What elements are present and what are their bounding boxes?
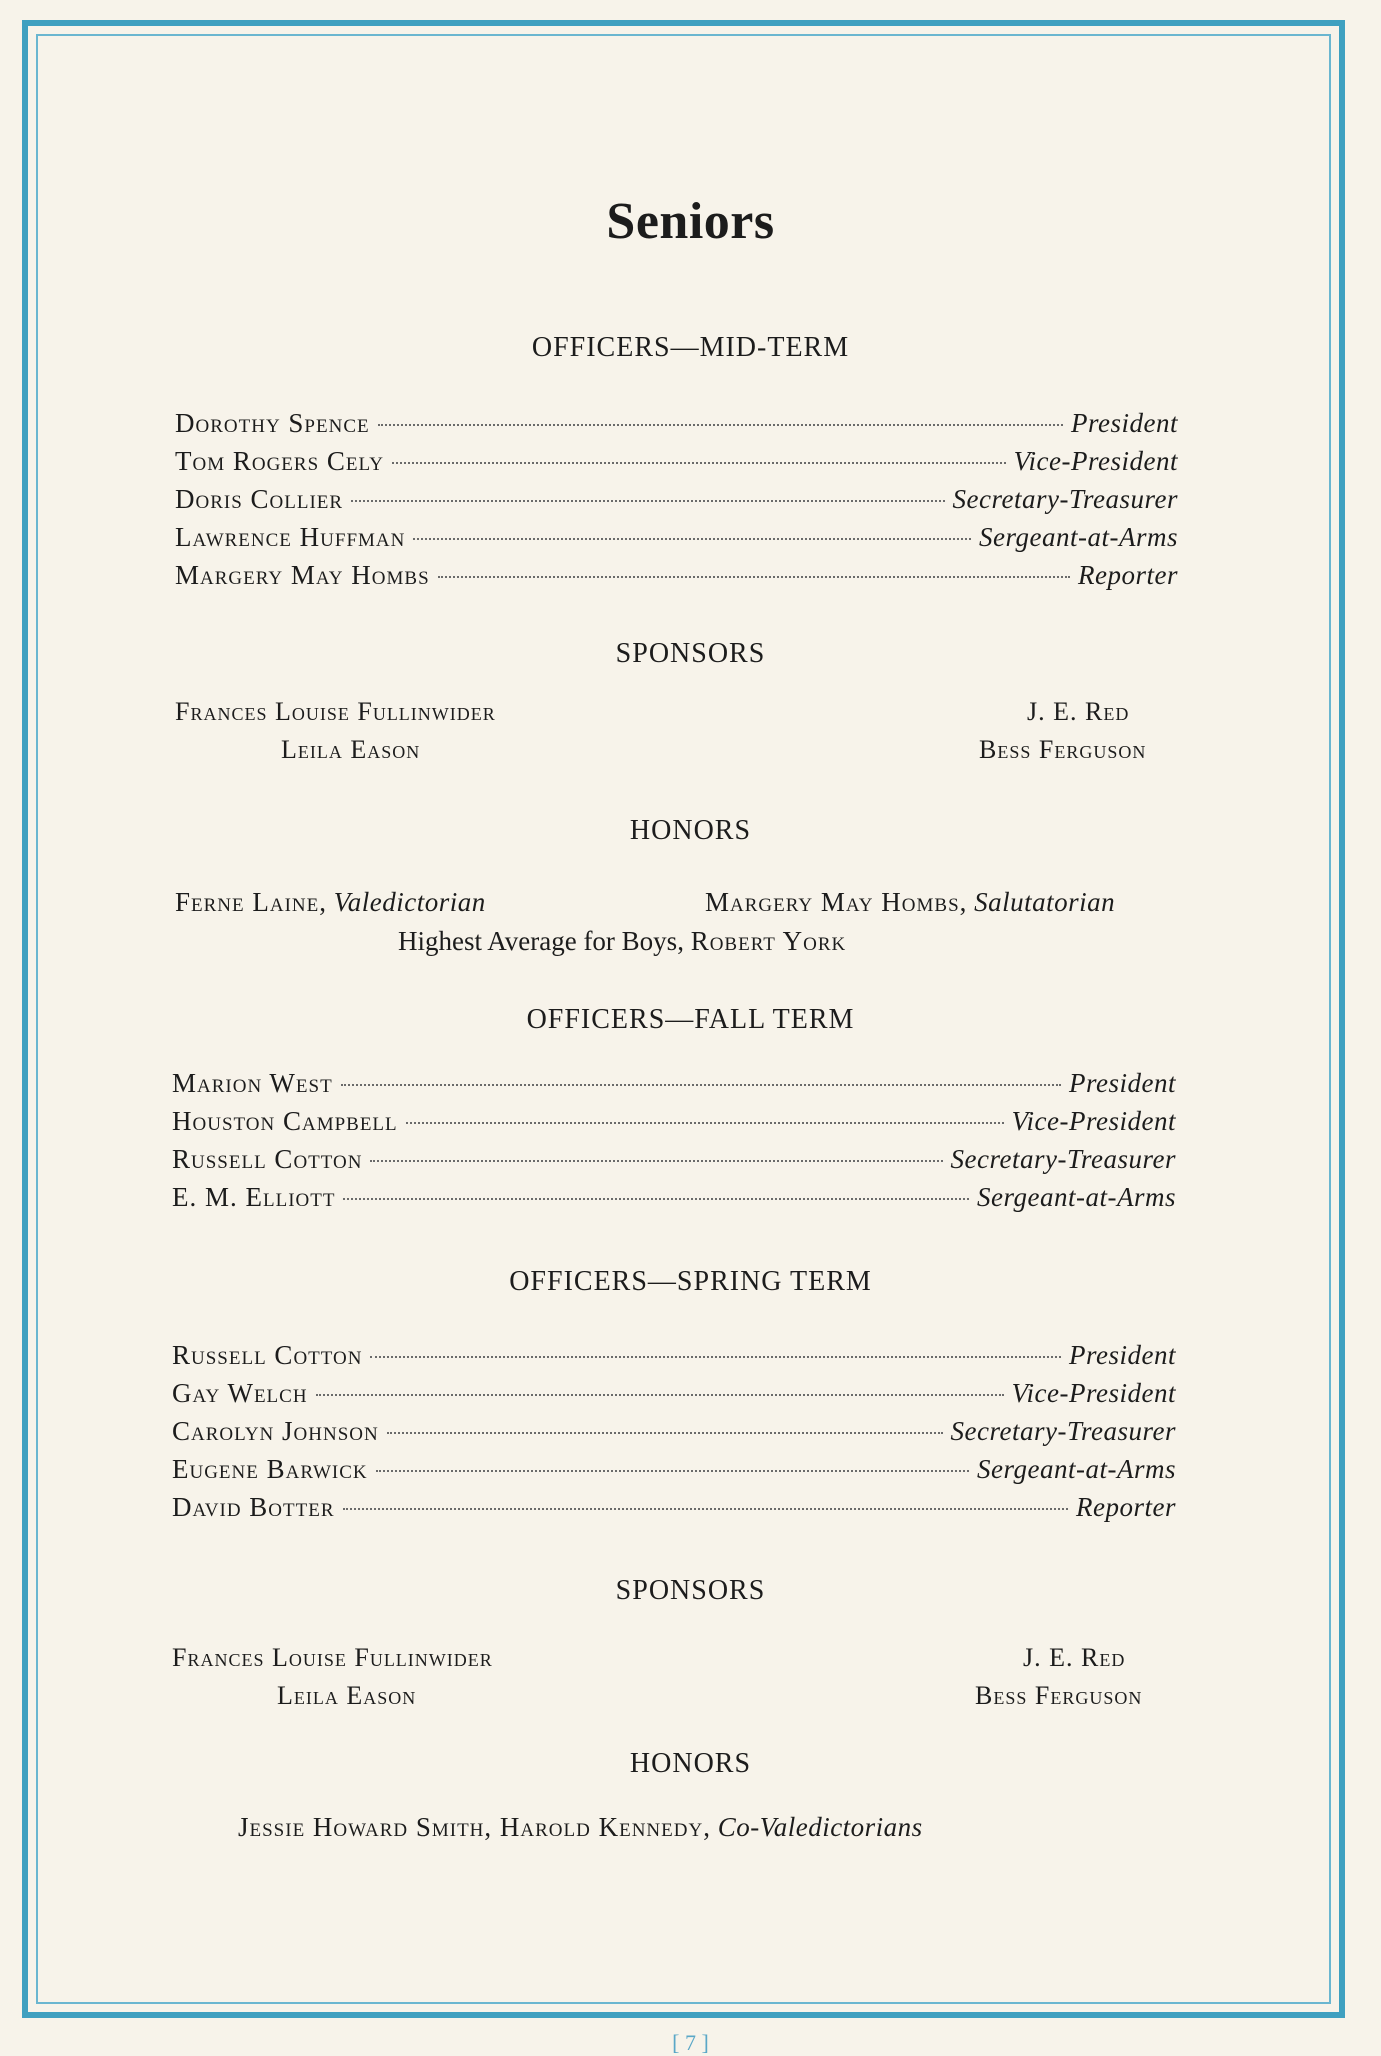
sponsor-name: Leila Eason <box>277 1681 417 1710</box>
valedictorian <box>175 887 486 918</box>
officer-row <box>172 1416 1176 1454</box>
dot-leader <box>351 500 944 502</box>
officer-row <box>172 1340 1176 1378</box>
page-number: [ 7 ] <box>672 2030 709 2055</box>
co-valedictorians-title: Co-Valedictorians <box>717 1812 923 1842</box>
dot-leader <box>438 576 1070 578</box>
valedictorian-title: Valedictorian <box>333 887 486 917</box>
officer-office: President <box>1069 1340 1176 1370</box>
officer-name: Carolyn Johnson <box>172 1416 379 1446</box>
dot-leader <box>343 1508 1069 1510</box>
mid-term-heading: OFFICERS—MID-TERM <box>531 332 850 363</box>
dot-leader <box>370 1356 1061 1358</box>
officer-office: Sergeant-at-Arms <box>977 1182 1176 1212</box>
officer-office: President <box>1069 1068 1176 1098</box>
salutatorian-name: Margery May Hombs, <box>705 887 968 917</box>
spring-term-sponsors-heading: SPONSORS <box>615 1575 766 1606</box>
co-valedictorians-names: Jessie Howard Smith, Harold Kennedy, <box>238 1812 711 1842</box>
officer-name: E. M. Elliott <box>172 1182 336 1212</box>
officer-name: Eugene Barwick <box>172 1454 368 1484</box>
salutatorian-title: Salutatorian <box>974 887 1116 917</box>
officer-row <box>172 1454 1176 1492</box>
dot-leader <box>392 462 1006 464</box>
dot-leader <box>387 1432 943 1434</box>
sponsor-name: Frances Louise Fullinwider <box>175 697 496 726</box>
officer-office: Sergeant-at-Arms <box>977 1454 1176 1484</box>
officer-row <box>175 484 1178 522</box>
officer-row <box>175 446 1178 484</box>
fall-term-officer-list <box>172 1068 1176 1220</box>
officer-office: Secretary-Treasurer <box>950 1416 1176 1446</box>
boys-honor-name: Robert York <box>690 926 847 956</box>
officer-row <box>172 1068 1176 1106</box>
officer-office: Secretary-Treasurer <box>950 1144 1176 1174</box>
dot-leader <box>343 1198 969 1200</box>
officer-name: Gay Welch <box>172 1378 308 1408</box>
officer-name: Houston Campbell <box>172 1106 398 1136</box>
officer-row <box>172 1378 1176 1416</box>
page-title: Seniors <box>606 193 775 250</box>
sponsor-name: Bess Ferguson <box>975 1681 1143 1710</box>
officer-row <box>175 522 1178 560</box>
officer-office: Vice-President <box>1011 1378 1176 1408</box>
officer-row <box>172 1492 1176 1530</box>
officer-name: Russell Cotton <box>172 1340 363 1370</box>
dot-leader <box>378 424 1063 426</box>
officer-office: Vice-President <box>1013 446 1178 476</box>
co-valedictorians <box>238 1812 923 1843</box>
officer-office: Vice-President <box>1011 1106 1176 1136</box>
sponsor-name: Frances Louise Fullinwider <box>172 1643 493 1672</box>
boys-honor <box>398 926 846 957</box>
sponsor-name: Bess Ferguson <box>979 735 1147 764</box>
dot-leader <box>341 1084 1061 1086</box>
officer-office: Sergeant-at-Arms <box>979 522 1178 552</box>
mid-term-sponsors-heading: SPONSORS <box>615 638 766 669</box>
officer-office: Secretary-Treasurer <box>952 484 1178 514</box>
sponsor-name: J. E. Red <box>1023 1643 1126 1672</box>
valedictorian-name: Ferne Laine, <box>175 887 327 917</box>
officer-row <box>175 408 1178 446</box>
officer-office: President <box>1071 408 1178 438</box>
spring-term-honors-heading: HONORS <box>629 1748 752 1779</box>
officer-name: Russell Cotton <box>172 1144 363 1174</box>
spring-term-heading: OFFICERS—SPRING TERM <box>509 1266 872 1297</box>
officer-office: Reporter <box>1076 1492 1176 1522</box>
officer-row <box>172 1144 1176 1182</box>
officer-name: David Botter <box>172 1492 335 1522</box>
officer-name: Lawrence Huffman <box>175 522 406 552</box>
officer-name: Marion West <box>172 1068 333 1098</box>
officer-office: Reporter <box>1078 560 1178 590</box>
officer-name: Dorothy Spence <box>175 408 370 438</box>
fall-term-heading: OFFICERS—FALL TERM <box>526 1004 855 1035</box>
officer-name: Doris Collier <box>175 484 344 514</box>
officer-name: Tom Rogers Cely <box>175 446 384 476</box>
boys-honor-label: Highest Average for Boys, <box>398 926 684 956</box>
officer-row <box>175 560 1178 598</box>
officer-name: Margery May Hombs <box>175 560 430 590</box>
officer-row <box>172 1106 1176 1144</box>
dot-leader <box>413 538 971 540</box>
dot-leader <box>316 1394 1004 1396</box>
spring-term-officer-list <box>172 1340 1176 1530</box>
salutatorian <box>705 887 1115 918</box>
sponsor-name: Leila Eason <box>281 735 421 764</box>
officer-row <box>172 1182 1176 1220</box>
mid-term-honors-heading: HONORS <box>629 815 752 846</box>
dot-leader <box>370 1160 942 1162</box>
sponsor-name: J. E. Red <box>1027 697 1130 726</box>
dot-leader <box>376 1470 969 1472</box>
mid-term-officer-list <box>175 408 1178 598</box>
dot-leader <box>406 1122 1004 1124</box>
